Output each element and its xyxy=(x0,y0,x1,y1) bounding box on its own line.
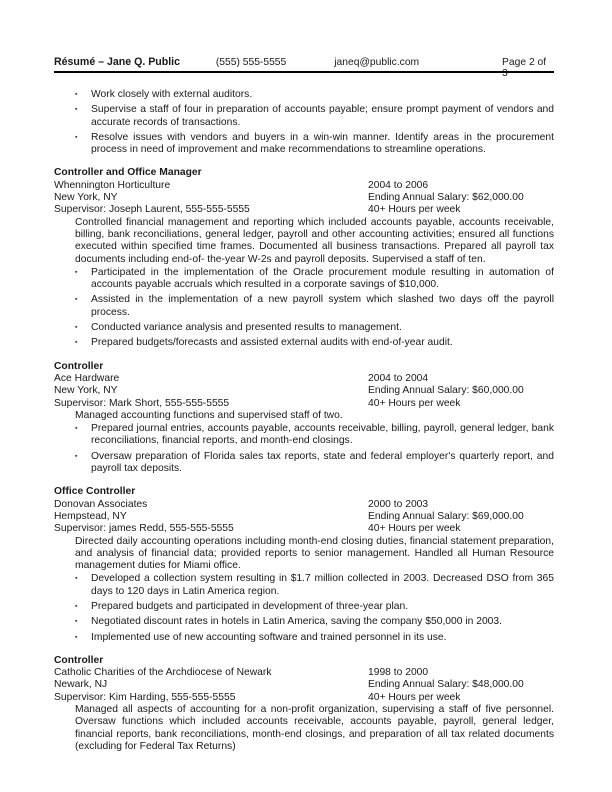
job-salary: Ending Annual Salary: $48,000.00 xyxy=(368,679,524,691)
header-email: janeq@public.com xyxy=(334,57,420,68)
page-number: Page 2 of 3 xyxy=(502,57,547,79)
job-description: Managed all aspects of accounting for a non-profit organization, supervising a staff of five personnel. Oversaw functions which included accounts receivable, accounts payable, payroll, general ledger, financial reports, bank reconciliations, month-end closings, and preparation of all tax related documents (excluding for Federal Tax Returns) xyxy=(75,704,554,752)
bullet-item: ▪ Conducted variance analysis and presented results to management. xyxy=(54,322,554,334)
job-dates: 2000 to 2003 xyxy=(368,498,429,510)
header-phone: (555) 555-5555 xyxy=(215,57,287,68)
bullet-item: ▪ Resolve issues with vendors and buyers in a win-win manner. Identify areas in the procurement process in need of improvement and make recommendations to streamline operations. xyxy=(54,132,554,157)
job-entry xyxy=(54,167,554,349)
job-company: Donovan Associates xyxy=(54,498,148,510)
job-title: Controller xyxy=(54,360,104,372)
job-hours: 40+ Hours per week xyxy=(368,397,461,409)
job-description: Directed daily accounting operations including month-end closing duties, financial statement preparation, and analysis of financial data; provided reports to senior management. Handled all Human Resource management duties for Miami office. xyxy=(75,535,554,572)
job-location: Newark, NJ xyxy=(54,679,108,691)
bullet-item: ▪ Prepared budgets/forecasts and assisted external audits with end-of-year audit. xyxy=(54,337,554,349)
job-company: Whennington Horticulture xyxy=(54,179,171,191)
job-supervisor: Supervisor: Joseph Laurent, 555-555-5555 xyxy=(54,204,250,216)
bullet-item: ▪ Assisted in the implementation of a new payroll system which slashed two days off the payroll process. xyxy=(54,294,554,319)
job-title: Office Controller xyxy=(54,486,136,498)
job-company: Catholic Charities of the Archdiocese of Newark xyxy=(54,667,272,679)
job-salary: Ending Annual Salary: $62,000.00 xyxy=(368,192,524,204)
job-description: Controlled financial management and reporting which included accounts payable, accounts receivable, billing, bank reconciliations, general ledger, payroll and other accounting activities; ensured all functions executed within specified time frames. Documented all business transactions. Prepared all payroll tax documents including end-of- the-year W-2s and payroll deposits. Supervised a staff of ten. xyxy=(75,216,554,265)
bullet-item: ▪ Prepared journal entries, accounts payable, accounts receivable, billing, payroll, general ledger, bank reconciliations, financial reports, and month-end closings. xyxy=(54,423,554,448)
job-title: Controller xyxy=(54,654,104,666)
job-bullet-list xyxy=(54,267,554,350)
job-dates: 2004 to 2006 xyxy=(368,179,429,191)
job-supervisor: Supervisor: Mark Short, 555-555-5555 xyxy=(54,397,230,409)
bullet-item: ▪ Participated in the implementation of the Oracle procurement module resulting in automation of accounts payable accruals which resulted in a corporate savings of $10,000. xyxy=(54,267,554,292)
job-hours: 40+ Hours per week xyxy=(368,204,461,216)
bullet-item: ▪ Negotiated discount rates in hotels in Latin America, saving the company $50,000 in 2003. xyxy=(54,616,554,628)
bullet-item: ▪ Work closely with external auditors. xyxy=(54,89,554,101)
job-dates: 2004 to 2004 xyxy=(368,372,429,384)
job-description: Managed accounting functions and supervised staff of two. xyxy=(75,409,343,421)
job-entry xyxy=(54,655,554,753)
job-entry xyxy=(54,486,554,644)
bullet-item: ▪ Supervise a staff of four in preparation of accounts payable; ensure prompt payment of vendors and accurate records of transactions. xyxy=(54,104,554,129)
job-location: Hempstead, NY xyxy=(54,510,127,522)
bullet-item: ▪ Developed a collection system resulting in $1.7 million collected in 2003. Decreased DSO from 365 days to 120 days in Latin America region. xyxy=(54,573,554,598)
page-header xyxy=(54,56,554,79)
resume-page xyxy=(54,56,554,754)
job-location: New York, NY xyxy=(54,192,118,204)
job-dates: 1998 to 2000 xyxy=(368,667,429,679)
job-salary: Ending Annual Salary: $69,000.00 xyxy=(368,510,524,522)
bullet-item: ▪ Prepared budgets and participated in development of three-year plan. xyxy=(54,601,554,613)
job-bullet-list xyxy=(54,423,554,475)
bullet-item: ▪ Implemented use of new accounting software and trained personnel in its use. xyxy=(54,632,554,644)
job-company: Ace Hardware xyxy=(54,372,120,384)
job-supervisor: Supervisor: Kim Harding, 555-555-5555 xyxy=(54,691,236,703)
job-supervisor: Supervisor: james Redd, 555-555-5555 xyxy=(54,523,234,535)
job-title: Controller and Office Manager xyxy=(54,167,202,179)
job-hours: 40+ Hours per week xyxy=(368,523,461,535)
job-bullet-list xyxy=(54,573,554,643)
job-hours: 40+ Hours per week xyxy=(368,691,461,703)
bullet-item: ▪ Oversaw preparation of Florida sales tax reports, state and federal employer's quarterly report, and payroll tax deposits. xyxy=(54,451,554,476)
header-name: Résumé – Jane Q. Public xyxy=(54,56,180,68)
job-entry xyxy=(54,361,554,476)
job-location: New York, NY xyxy=(54,385,118,397)
job-salary: Ending Annual Salary: $60,000.00 xyxy=(368,385,524,397)
continued-bullet-list xyxy=(54,89,554,156)
